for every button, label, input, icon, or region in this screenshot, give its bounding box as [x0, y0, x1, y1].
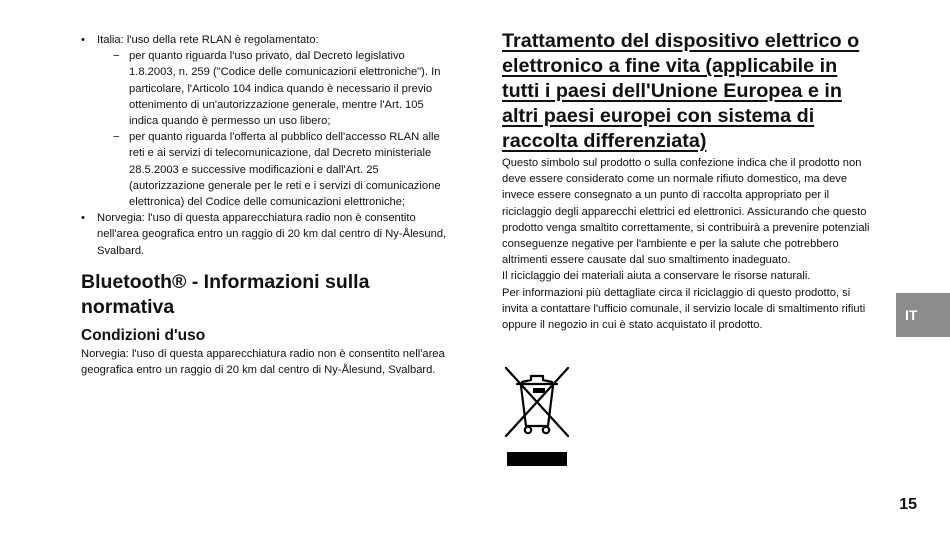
italy-bullet-text: Italia: l'uso della rete RLAN è regolamentato:: [97, 34, 319, 46]
language-tab: IT: [896, 293, 950, 337]
list-item: − per quanto riguarda l'uso privato, dal Decreto legislativo 1.8.2003, n. 259 ("Codice delle comunicazioni elettroniche"). In particolare, l'Articolo 104 indica quando è necessario il previo ottenimento di un'autorizzazione generale, mentre l'Art. 105 indica quando è permesso un uso libero;: [113, 48, 453, 129]
italy-sublist: [97, 48, 453, 210]
conditions-paragraph: Norvegia: l'uso di questa apparecchiatura radio non è consentito nell'area geografica entro un raggio di 20 km dal centro di Ny-Ålesund, Svalbard.: [81, 347, 445, 377]
weee-bar: [507, 452, 567, 466]
list-item: • Norvegia: l'uso di questa apparecchiatura radio non è consentito nell'area geografica entro un raggio di 20 km dal centro di Ny-Ålesund, Svalbard.: [81, 210, 453, 259]
disposal-heading: Trattamento del dispositivo elettrico o elettronico a fine vita (applicabile in tutti i paesi dell'Unione Europea e in altri paesi europei con sistema di raccolta differenziata): [502, 30, 860, 152]
disposal-paragraph-1: Questo simbolo sul prodotto o sulla confezione indica che il prodotto non deve essere considerato come un normale rifiuto domestico, ma deve invece essere consegnato a un punto di raccolta appropriato per il riciclaggio degli apparecchi elettrici ed elettronici. Assicurando che questo prodotto venga smaltito correttamente, si contribuirà a prevenire potenziali conseguenze negative per l'ambiente e per la salute che potrebbero altrimenti essere causate dal suo smaltimento inadeguato.: [502, 157, 870, 267]
disposal-paragraph-3: Per informazioni più dettagliate circa il riciclaggio di questo prodotto, si invita a contattare l'ufficio comunale, il servizio locale di smaltimento rifiuti oppure il negozio in cui è stato acquistato il prodotto.: [502, 286, 866, 332]
regulation-list: [81, 32, 453, 259]
conditions-subheading: Condizioni d'uso: [81, 326, 206, 344]
list-item: − per quanto riguarda l'offerta al pubblico dell'accesso RLAN alle reti e ai servizi di telecomunicazione, dal Decreto ministeriale 28.5.2003 e successive modificazioni e dall'Art. 25 (autorizzazione generale per le reti e i servizi di comunicazione elettronica) del Codice delle comunicazioni elettroniche;: [113, 129, 453, 210]
list-item: [81, 32, 453, 210]
bluetooth-heading: Bluetooth® - Informazioni sulla normativa: [81, 270, 370, 318]
right-column: [502, 29, 874, 333]
left-column: [81, 32, 453, 378]
page-number: 15: [899, 496, 917, 513]
crossed-out-wheelie-bin-icon: [502, 364, 572, 440]
disposal-paragraph-2: Il riciclaggio dei materiali aiuta a conservare le risorse naturali.: [502, 270, 811, 283]
